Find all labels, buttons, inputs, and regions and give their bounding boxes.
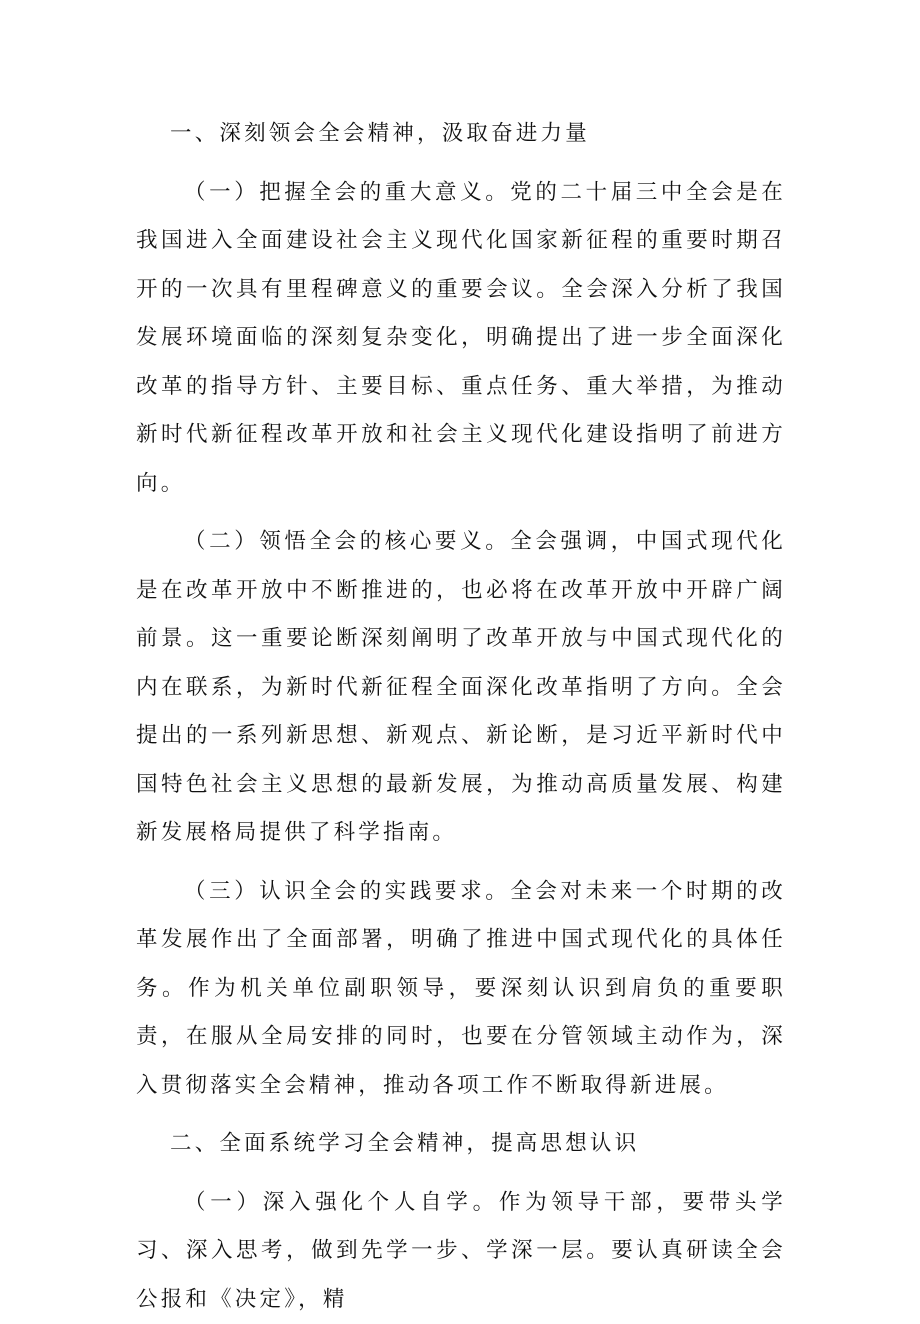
paragraph-1-2: （二）领悟全会的核心要义。全会强调，中国式现代化是在改革开放中不断推进的，也必将在改革开放中开辟广阔前景。这一重要论断深刻阐明了改革开放与中国式现代化的内在联系，为新时代新征程全面深化改革指明了方向。全会提出的一系列新思想、新观点、新论断，是习近平新时代中国特色社会主义思想的最新发展，为推动高质量发展、构建新发展格局提供了科学指南。	[136, 518, 786, 858]
section-heading-2: 二、全面系统学习全会精神，提高思想认识	[136, 1120, 786, 1169]
section-heading-1: 一、深刻领会全会精神，汲取奋进力量	[136, 110, 786, 159]
document-body	[136, 110, 786, 1324]
paragraph-1-1: （一）把握全会的重大意义。党的二十届三中全会是在我国进入全面建设社会主义现代化国家新征程的重要时期召开的一次具有里程碑意义的重要会议。全会深入分析了我国发展环境面临的深刻复杂变化，明确提出了进一步全面深化改革的指导方针、主要目标、重点任务、重大举措，为推动新时代新征程改革开放和社会主义现代化建设指明了前进方向。	[136, 169, 786, 509]
spacer	[136, 1110, 786, 1120]
paragraph-2-1: （一）深入强化个人自学。作为领导干部，要带头学习、深入思考，做到先学一步、学深一层。要认真研读全会公报和《决定》，精	[136, 1179, 786, 1324]
spacer	[136, 508, 786, 518]
spacer	[136, 1169, 786, 1179]
spacer	[136, 858, 786, 868]
spacer	[136, 159, 786, 169]
paragraph-1-3: （三）认识全会的实践要求。全会对未来一个时期的改革发展作出了全面部署，明确了推进中国式现代化的具体任务。作为机关单位副职领导，要深刻认识到肩负的重要职责，在服从全局安排的同时，也要在分管领域主动作为，深入贯彻落实全会精神，推动各项工作不断取得新进展。	[136, 868, 786, 1111]
